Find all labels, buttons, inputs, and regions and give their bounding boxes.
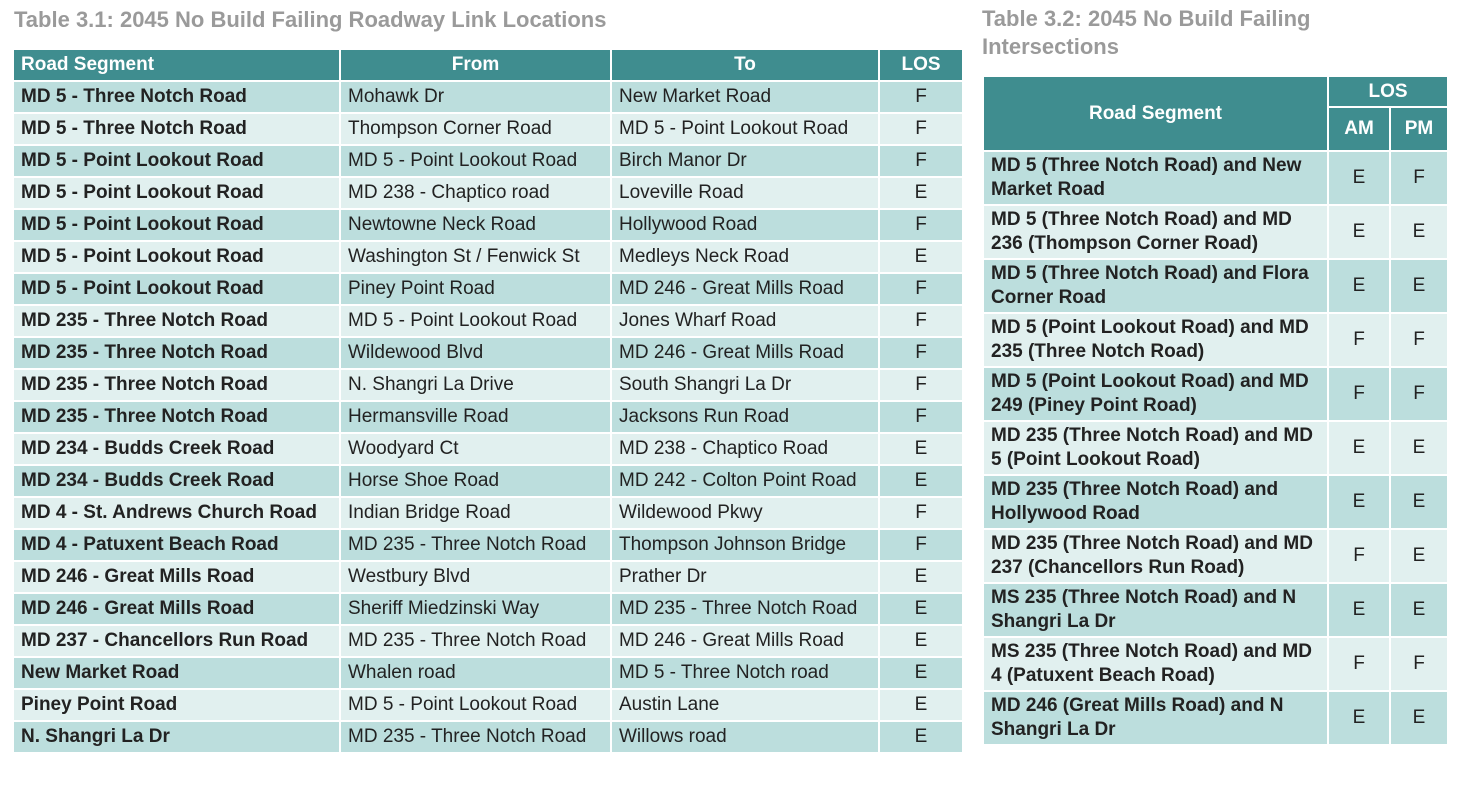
am-los-cell: E: [1328, 421, 1390, 475]
to-cell: Loveville Road: [611, 177, 879, 209]
los-cell: E: [879, 689, 963, 721]
los-cell: E: [879, 465, 963, 497]
road-segment-cell: MD 234 - Budds Creek Road: [13, 465, 340, 497]
table-row: [13, 305, 963, 337]
intersection-cell: MD 5 (Three Notch Road) and MD 236 (Thompson Corner Road): [983, 205, 1328, 259]
table-row: [13, 209, 963, 241]
table-row: [983, 205, 1448, 259]
table-row: [13, 657, 963, 689]
los-cell: F: [879, 209, 963, 241]
table-row: [983, 259, 1448, 313]
road-segment-cell: MD 5 - Point Lookout Road: [13, 177, 340, 209]
header-from: From: [340, 49, 611, 81]
pm-los-cell: F: [1390, 313, 1448, 367]
table-row: [983, 691, 1448, 745]
from-cell: Mohawk Dr: [340, 81, 611, 113]
road-segment-cell: MD 234 - Budds Creek Road: [13, 433, 340, 465]
am-los-cell: F: [1328, 367, 1390, 421]
pm-los-cell: E: [1390, 583, 1448, 637]
table-row: [983, 367, 1448, 421]
los-cell: F: [879, 113, 963, 145]
am-los-cell: E: [1328, 259, 1390, 313]
road-segment-cell: MD 5 - Three Notch Road: [13, 81, 340, 113]
from-cell: MD 238 - Chaptico road: [340, 177, 611, 209]
road-segment-cell: MD 235 - Three Notch Road: [13, 401, 340, 433]
los-cell: F: [879, 401, 963, 433]
los-cell: E: [879, 593, 963, 625]
table-row: [13, 497, 963, 529]
table-3-1-title: Table 3.1: 2045 No Build Failing Roadway Link Locations: [14, 7, 607, 32]
road-segment-cell: MD 235 - Three Notch Road: [13, 337, 340, 369]
table-row: [13, 81, 963, 113]
header-los: LOS: [879, 49, 963, 81]
to-cell: Prather Dr: [611, 561, 879, 593]
am-los-cell: E: [1328, 475, 1390, 529]
to-cell: MD 5 - Three Notch road: [611, 657, 879, 689]
am-los-cell: E: [1328, 205, 1390, 259]
from-cell: Piney Point Road: [340, 273, 611, 305]
los-cell: E: [879, 241, 963, 273]
header-los: LOS: [1328, 76, 1448, 107]
am-los-cell: F: [1328, 313, 1390, 367]
road-segment-cell: MD 246 - Great Mills Road: [13, 593, 340, 625]
am-los-cell: E: [1328, 151, 1390, 205]
from-cell: Indian Bridge Road: [340, 497, 611, 529]
header-to: To: [611, 49, 879, 81]
road-segment-cell: MD 235 - Three Notch Road: [13, 369, 340, 401]
to-cell: Jones Wharf Road: [611, 305, 879, 337]
intersection-cell: MS 235 (Three Notch Road) and N Shangri La Dr: [983, 583, 1328, 637]
road-segment-cell: MD 5 - Point Lookout Road: [13, 209, 340, 241]
table-header-row: [13, 49, 963, 81]
failing-intersections-table: [982, 75, 1449, 746]
road-segment-cell: MD 246 - Great Mills Road: [13, 561, 340, 593]
from-cell: Thompson Corner Road: [340, 113, 611, 145]
intersection-cell: MD 5 (Three Notch Road) and Flora Corner Road: [983, 259, 1328, 313]
to-cell: MD 235 - Three Notch Road: [611, 593, 879, 625]
los-cell: E: [879, 721, 963, 753]
table-row: [13, 529, 963, 561]
header-pm: PM: [1390, 107, 1448, 151]
road-segment-cell: MD 5 - Point Lookout Road: [13, 241, 340, 273]
table-row: [13, 113, 963, 145]
pm-los-cell: E: [1390, 259, 1448, 313]
from-cell: Woodyard Ct: [340, 433, 611, 465]
from-cell: Whalen road: [340, 657, 611, 689]
los-cell: F: [879, 497, 963, 529]
road-segment-cell: MD 5 - Point Lookout Road: [13, 273, 340, 305]
road-segment-cell: MD 4 - St. Andrews Church Road: [13, 497, 340, 529]
road-segment-cell: MD 4 - Patuxent Beach Road: [13, 529, 340, 561]
road-segment-cell: Piney Point Road: [13, 689, 340, 721]
los-cell: F: [879, 273, 963, 305]
los-cell: F: [879, 81, 963, 113]
to-cell: Wildewood Pkwy: [611, 497, 879, 529]
header-road-segment: Road Segment: [13, 49, 340, 81]
from-cell: Westbury Blvd: [340, 561, 611, 593]
table-header-row: [983, 76, 1448, 107]
road-segment-cell: MD 5 - Point Lookout Road: [13, 145, 340, 177]
los-cell: E: [879, 177, 963, 209]
from-cell: Hermansville Road: [340, 401, 611, 433]
table-row: [13, 433, 963, 465]
table-row: [13, 465, 963, 497]
intersection-cell: MD 235 (Three Notch Road) and Hollywood Road: [983, 475, 1328, 529]
road-segment-cell: MD 235 - Three Notch Road: [13, 305, 340, 337]
to-cell: MD 5 - Point Lookout Road: [611, 113, 879, 145]
header-road-segment: Road Segment: [983, 76, 1328, 151]
table-row: [13, 337, 963, 369]
pm-los-cell: F: [1390, 151, 1448, 205]
table-row: [13, 561, 963, 593]
table-row: [983, 475, 1448, 529]
am-los-cell: F: [1328, 529, 1390, 583]
from-cell: Sheriff Miedzinski Way: [340, 593, 611, 625]
los-cell: E: [879, 657, 963, 689]
to-cell: Thompson Johnson Bridge: [611, 529, 879, 561]
road-segment-cell: N. Shangri La Dr: [13, 721, 340, 753]
table-row: [983, 583, 1448, 637]
table-3-2-title: Table 3.2: 2045 No Build Failing Intersections: [982, 6, 1311, 59]
pm-los-cell: F: [1390, 367, 1448, 421]
intersection-cell: MD 5 (Point Lookout Road) and MD 235 (Three Notch Road): [983, 313, 1328, 367]
from-cell: MD 235 - Three Notch Road: [340, 625, 611, 657]
table-row: [983, 151, 1448, 205]
table-row: [13, 369, 963, 401]
to-cell: Austin Lane: [611, 689, 879, 721]
from-cell: Newtowne Neck Road: [340, 209, 611, 241]
table-row: [983, 421, 1448, 475]
table-row: [13, 593, 963, 625]
am-los-cell: E: [1328, 691, 1390, 745]
table-row: [13, 273, 963, 305]
from-cell: Horse Shoe Road: [340, 465, 611, 497]
from-cell: N. Shangri La Drive: [340, 369, 611, 401]
table-row: [13, 241, 963, 273]
to-cell: MD 246 - Great Mills Road: [611, 625, 879, 657]
pm-los-cell: E: [1390, 529, 1448, 583]
los-cell: F: [879, 145, 963, 177]
am-los-cell: F: [1328, 637, 1390, 691]
los-cell: E: [879, 433, 963, 465]
pm-los-cell: E: [1390, 205, 1448, 259]
to-cell: Medleys Neck Road: [611, 241, 879, 273]
to-cell: Willows road: [611, 721, 879, 753]
table-row: [13, 721, 963, 753]
from-cell: Washington St / Fenwick St: [340, 241, 611, 273]
intersection-cell: MD 246 (Great Mills Road) and N Shangri La Dr: [983, 691, 1328, 745]
from-cell: MD 5 - Point Lookout Road: [340, 305, 611, 337]
pm-los-cell: E: [1390, 421, 1448, 475]
table-row: [983, 529, 1448, 583]
intersection-cell: MD 5 (Three Notch Road) and New Market Road: [983, 151, 1328, 205]
road-segment-cell: New Market Road: [13, 657, 340, 689]
header-am: AM: [1328, 107, 1390, 151]
road-segment-cell: MD 5 - Three Notch Road: [13, 113, 340, 145]
from-cell: MD 235 - Three Notch Road: [340, 529, 611, 561]
from-cell: MD 235 - Three Notch Road: [340, 721, 611, 753]
to-cell: MD 238 - Chaptico Road: [611, 433, 879, 465]
from-cell: MD 5 - Point Lookout Road: [340, 689, 611, 721]
table-row: [13, 177, 963, 209]
road-segment-cell: MD 237 - Chancellors Run Road: [13, 625, 340, 657]
intersection-cell: MD 235 (Three Notch Road) and MD 5 (Point Lookout Road): [983, 421, 1328, 475]
los-cell: F: [879, 529, 963, 561]
table-row: [13, 401, 963, 433]
to-cell: MD 246 - Great Mills Road: [611, 337, 879, 369]
to-cell: South Shangri La Dr: [611, 369, 879, 401]
los-cell: E: [879, 561, 963, 593]
from-cell: Wildewood Blvd: [340, 337, 611, 369]
table-row: [983, 313, 1448, 367]
pm-los-cell: E: [1390, 691, 1448, 745]
to-cell: New Market Road: [611, 81, 879, 113]
los-cell: F: [879, 369, 963, 401]
to-cell: MD 246 - Great Mills Road: [611, 273, 879, 305]
intersection-cell: MS 235 (Three Notch Road) and MD 4 (Patuxent Beach Road): [983, 637, 1328, 691]
from-cell: MD 5 - Point Lookout Road: [340, 145, 611, 177]
intersection-cell: MD 235 (Three Notch Road) and MD 237 (Chancellors Run Road): [983, 529, 1328, 583]
table-row: [13, 625, 963, 657]
to-cell: Birch Manor Dr: [611, 145, 879, 177]
to-cell: MD 242 - Colton Point Road: [611, 465, 879, 497]
table-row: [983, 637, 1448, 691]
am-los-cell: E: [1328, 583, 1390, 637]
table-row: [13, 145, 963, 177]
to-cell: Jacksons Run Road: [611, 401, 879, 433]
intersection-cell: MD 5 (Point Lookout Road) and MD 249 (Piney Point Road): [983, 367, 1328, 421]
los-cell: F: [879, 337, 963, 369]
los-cell: F: [879, 305, 963, 337]
table-row: [13, 689, 963, 721]
pm-los-cell: F: [1390, 637, 1448, 691]
los-cell: E: [879, 625, 963, 657]
to-cell: Hollywood Road: [611, 209, 879, 241]
pm-los-cell: E: [1390, 475, 1448, 529]
failing-roadway-links-table: [12, 48, 964, 754]
